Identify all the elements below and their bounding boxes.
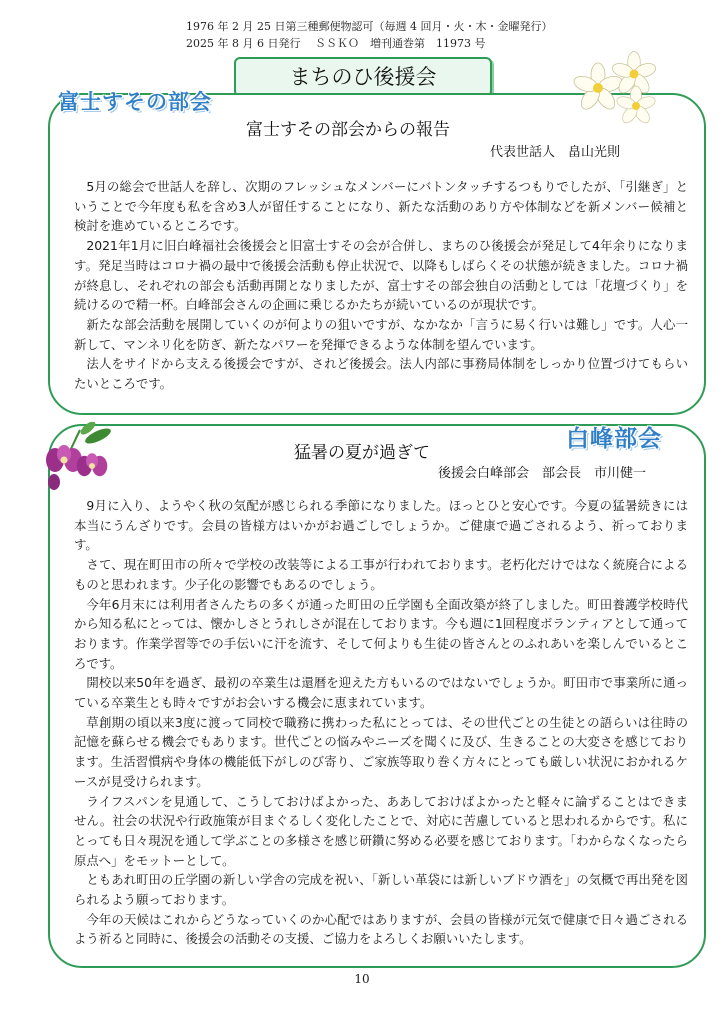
section1-author: 代表世話人 畠山光則 (490, 145, 621, 160)
publication-line-2: 2025 年 8 月 6 日発行 ＳＳＫＯ 増刊通巻第 11973 号 (186, 37, 486, 50)
section-tag-fujisuso: 富士すその部会 (58, 90, 212, 114)
paragraph: ライフスパンを見通して、こうしておけばよかった、ああしておけばよかったと軽々に論ずることはできません。社会の状況や行政施策が目まぐるしく変化したことで、対応に苦慮していると思われるからです。私にとっても日々現況を通して学ぶことの多様さを感じ研鑽に努める必要を感じております。「わからなくなったら原点へ」をモットーとして。 (74, 793, 688, 868)
paragraph: 5月の総会で世話人を辞し、次期のフレッシュなメンバーにバトンタッチするつもりでしたが、「引継ぎ」ということで今年度も私を含め3人が留任することになり、新たな活動のあり方や体制などを新メンバー候補と検討を進めているところです。 (74, 179, 688, 234)
section1-body (74, 177, 688, 394)
page-number: 10 (354, 972, 370, 986)
frangipani-flower-icon (570, 48, 670, 126)
section-fujisuso (48, 93, 706, 415)
banner-title: まちのひ後援会 (289, 65, 437, 89)
section2-author: 後援会白峰部会 部会長 市川健一 (438, 466, 647, 481)
paragraph: 9月に入り、ようやく秋の気配が感じられる季節になりました。ほっとひと安心です。今夏の猛暑続きには本当にうんざりです。会員の皆様方はいかがお過ごしでしょうか。ご健康で過ごされるよう、祈っております。 (74, 498, 688, 553)
paragraph: 法人をサイドから支える後援会ですが、されど後援会。法人内部に事務局体制をしっかり位置づけてもらいたいところです。 (74, 356, 688, 392)
paragraph: ともあれ町田の丘学園の新しい学舎の完成を祝い、「新しい革袋には新しいブドウ酒を」の気概で再出発を図られるよう願っております。 (74, 872, 688, 908)
paragraph: 今年6月末には利用者さんたちの多くが通った町田の丘学園も全面改築が終了しました。町田養護学校時代から知る私にとっては、懐かしさとうれしさが混在しております。今も週に1回程度ボランティアとして通っております。作業学習等での手伝いに汗を流す、そして何よりも生徒の皆さんとのふれあいを楽しんでいるところです。 (74, 596, 688, 671)
paragraph: 新たな部会活動を展開していくのが何よりの狙いですが、なかなか「言うに易く行いは難し」です。人心一新して、マンネリ化を防ぎ、新たなパワーを発揮できるような体制を望んでいます。 (74, 316, 688, 352)
paragraph: さて、現在町田市の所々で学校の改装等による工事が行われております。老朽化だけではなく統廃合によるものと思われます。少子化の影響でもあるのでしょう。 (74, 557, 688, 592)
publication-line-1: 1976 年 2 月 25 日第三種郵便物認可（毎週 4 回月・火・木・金曜発行） (186, 20, 553, 33)
section-tag-hakuho: 白峰部会 (566, 426, 662, 452)
paragraph: 2021年1月に旧白峰福社会後援会と旧富士すその会が合併し、まちのひ後援会が発足して4年余りになります。発足当時はコロナ禍の最中で後援会活動も停止状況で、以降もしばらくその状態が続きました。コロナ禍が終息し、それぞれの部会も活動再開となりましたが、富士すその部会独自の活動としては「花壇づくり」を続けるので精一杯。白峰部会さんの企画に乗じるかたちが続いているのが現状です。 (74, 238, 688, 313)
section2-title: 猛暑の夏が過ぎて (294, 443, 430, 463)
section-hakuho (48, 424, 706, 968)
section2-body (74, 496, 688, 949)
paragraph: 今年の天候はこれからどうなっていくのか心配ではありますが、会員の皆様が元気で健康で日々過ごされるよう祈ると同時に、後援会の活動その支援、ご協力をよろしくお願いいたします。 (74, 911, 688, 947)
paragraph: 開校以来50年を過ぎ、最初の卒業生は還暦を迎えた方もいるのではないでしょうか。町田市で事業所に通っている卒業生とも時々ですがお会いする機会に恵まれています。 (74, 675, 688, 711)
paragraph: 草創期の頃以来3度に渡って同校で職務に携わった私にとっては、その世代ごとの生徒との語らいは往時の記憶を蘇らせる機会でもあります。世代ごとの悩みやニーズを聞くに及び、生きることの大変さを感じております。生活習慣病や身体の機能低下がしのび寄り、ご家族等取り巻く方々にとっても厳しい状況におかれるケースが見受けられます。 (74, 714, 688, 789)
orchid-flower-icon (40, 422, 120, 492)
section1-title: 富士すその部会からの報告 (246, 120, 450, 140)
publication-info (186, 18, 606, 52)
newsletter-banner (234, 57, 492, 97)
